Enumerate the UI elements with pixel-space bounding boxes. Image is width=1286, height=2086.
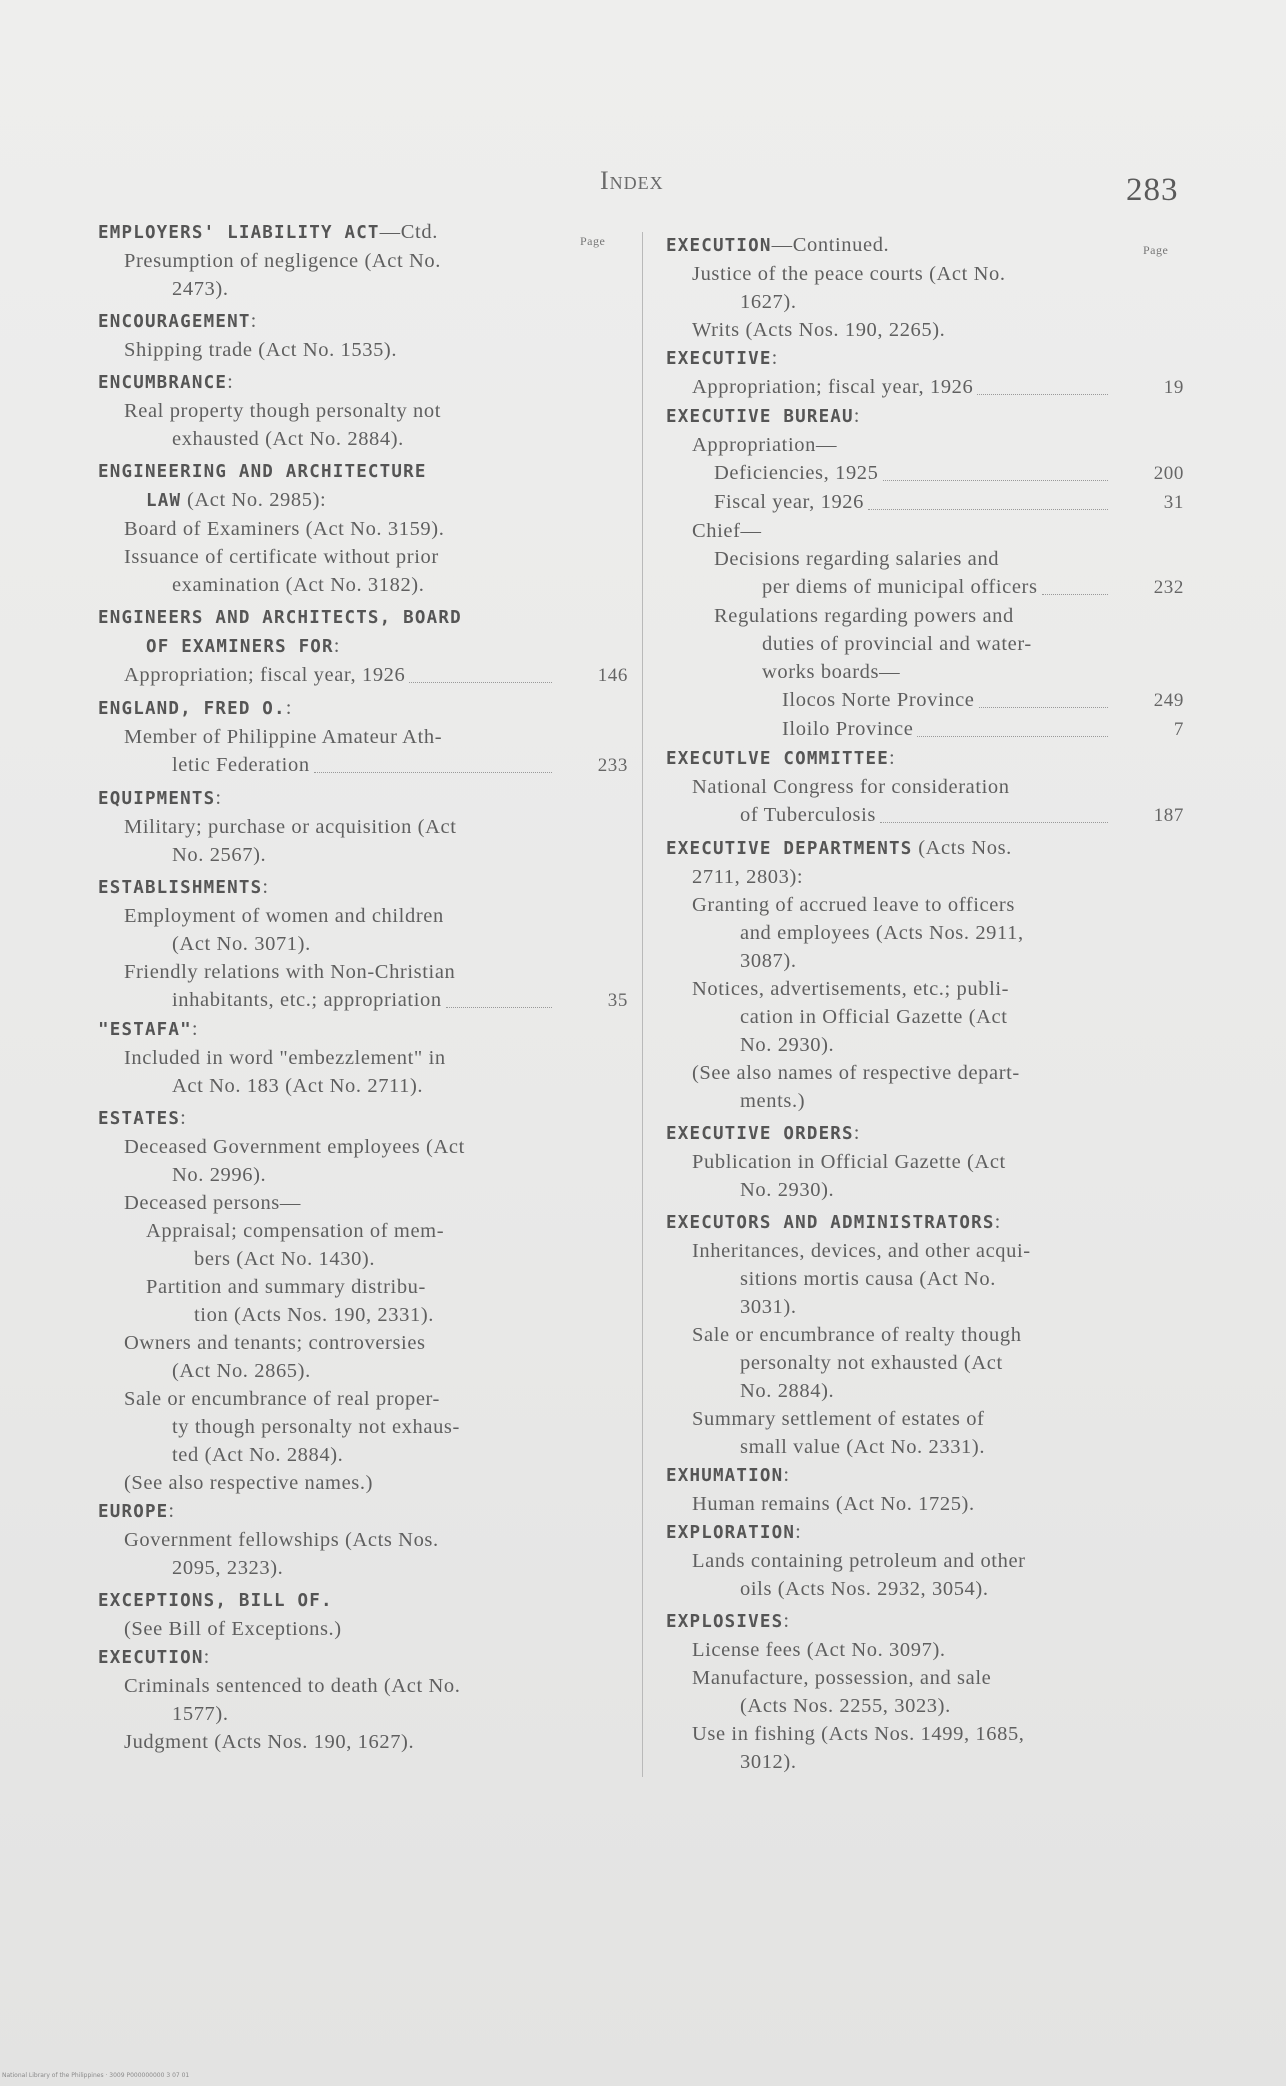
index-entry <box>666 1176 1184 1204</box>
entry-text <box>146 632 340 661</box>
index-entry <box>98 1301 628 1329</box>
heading-term: OF EXAMINERS FOR <box>146 637 334 657</box>
entry-text <box>98 873 269 902</box>
entry-text <box>98 1497 175 1526</box>
entry-text <box>666 744 895 773</box>
index-entry <box>666 686 1184 715</box>
page-reference: 31 <box>1163 492 1184 513</box>
leader-dots <box>883 476 1109 481</box>
index-entry <box>98 1700 628 1728</box>
index-entry <box>98 571 628 599</box>
entry-text: Employment of women and children <box>124 905 444 927</box>
entry-text: examination (Act No. 3182). <box>172 574 425 596</box>
entry-text <box>666 1208 1001 1237</box>
heading-suffix: : <box>783 1464 790 1486</box>
page-title: Index <box>600 166 664 195</box>
page-reference: 232 <box>1153 577 1184 598</box>
entry-text <box>98 307 257 336</box>
entry-text: bers (Act No. 1430). <box>194 1248 376 1270</box>
index-entry <box>666 1321 1184 1349</box>
heading-term: EXECUTLVE COMMITTEE <box>666 749 889 769</box>
index-heading <box>98 218 628 247</box>
entry-text <box>666 344 778 373</box>
entry-text: letic Federation <box>172 754 310 776</box>
index-entry <box>98 751 628 780</box>
index-entry <box>98 1357 628 1385</box>
index-entry <box>98 1615 628 1643</box>
entry-text: Included in word "embezzlement" in <box>124 1047 446 1069</box>
index-entry <box>98 1245 628 1273</box>
heading-suffix: : <box>994 1211 1001 1233</box>
heading-suffix: : <box>783 1610 790 1632</box>
page-reference: 19 <box>1163 377 1184 398</box>
index-entry <box>666 1265 1184 1293</box>
entry-text: ted (Act No. 2884). <box>172 1444 344 1466</box>
index-heading <box>98 1643 628 1672</box>
index-heading <box>98 486 628 515</box>
index-entry <box>666 1148 1184 1176</box>
page-column-label-left: Page <box>580 234 606 248</box>
heading-suffix: —Ctd. <box>379 221 438 243</box>
entry-text: Sale or encumbrance of realty though <box>692 1324 1022 1346</box>
entry-text <box>666 231 889 260</box>
entry-text: Fiscal year, 1926 <box>714 491 864 513</box>
entry-text: Criminals sentenced to death (Act No. <box>124 1675 461 1697</box>
entry-text: (See also names of respective depart- <box>692 1062 1020 1084</box>
index-entry <box>666 975 1184 1003</box>
index-entry <box>666 1405 1184 1433</box>
index-entry <box>98 661 628 690</box>
entry-text: 3087). <box>740 950 797 972</box>
index-entry <box>666 260 1184 288</box>
index-heading <box>98 307 628 336</box>
index-entry <box>666 1293 1184 1321</box>
index-entry <box>666 1490 1184 1518</box>
entry-text: exhausted (Act No. 2884). <box>172 428 404 450</box>
index-entry <box>666 431 1184 459</box>
heading-suffix: : <box>333 635 341 657</box>
page-reference: 146 <box>597 665 628 686</box>
entry-text: tion (Acts Nos. 190, 2331). <box>194 1304 434 1326</box>
entry-text: Real property though personalty not <box>124 400 442 422</box>
heading-term: ENCOURAGEMENT <box>98 312 251 332</box>
index-entry <box>98 930 628 958</box>
entry-text: 1627). <box>740 291 797 313</box>
entry-text <box>98 1015 198 1044</box>
heading-suffix: : <box>191 1018 199 1040</box>
entry-text: cation in Official Gazette (Act <box>740 1006 1008 1028</box>
heading-term: EXCEPTIONS, BILL OF. <box>98 1591 333 1611</box>
entry-text: per diems of municipal officers <box>762 576 1038 598</box>
index-heading <box>98 632 628 661</box>
index-entry <box>98 1133 628 1161</box>
entry-text: Writs (Acts Nos. 190, 2265). <box>692 319 946 341</box>
index-entry <box>666 1349 1184 1377</box>
entry-text <box>98 1586 333 1615</box>
page-reference: 200 <box>1153 463 1184 484</box>
entry-text <box>666 1607 790 1636</box>
heading-term: EXHUMATION <box>666 1466 784 1486</box>
index-entry <box>98 1217 628 1245</box>
heading-suffix: : <box>262 876 269 898</box>
index-entry <box>98 1189 628 1217</box>
index-entry <box>666 288 1184 316</box>
index-entry <box>98 986 628 1015</box>
page-reference: 7 <box>1173 719 1184 740</box>
index-entry <box>98 1672 628 1700</box>
index-heading <box>98 1104 628 1133</box>
index-entry <box>666 658 1184 686</box>
heading-suffix: : <box>227 371 234 393</box>
index-entry <box>666 863 1184 891</box>
leader-dots <box>977 390 1108 395</box>
index-entry <box>98 1161 628 1189</box>
heading-term: EXECUTIVE BUREAU <box>666 407 854 427</box>
heading-term: EUROPE <box>98 1502 169 1522</box>
entry-text: No. 2567). <box>172 844 267 866</box>
index-entry <box>98 841 628 869</box>
index-entry <box>98 397 628 425</box>
entry-text <box>98 218 438 247</box>
entry-text <box>146 486 326 515</box>
index-entry <box>666 1433 1184 1461</box>
index-heading <box>666 1461 1184 1490</box>
index-entry <box>98 1413 628 1441</box>
entry-text: National Congress for consideration <box>692 776 1010 798</box>
heading-term: EQUIPMENTS <box>98 789 216 809</box>
leader-dots <box>446 1003 552 1008</box>
entry-text: 3012). <box>740 1751 797 1773</box>
entry-text: (See also respective names.) <box>124 1472 374 1494</box>
index-entry <box>98 1469 628 1497</box>
column-divider <box>642 232 643 1777</box>
entry-text: (Act No. 3071). <box>172 933 311 955</box>
index-entry <box>666 488 1184 517</box>
entry-text: 2095, 2323). <box>172 1557 284 1579</box>
leader-dots <box>917 732 1108 737</box>
entry-text: Appropriation— <box>692 434 838 456</box>
index-entry <box>666 316 1184 344</box>
index-entry <box>666 1664 1184 1692</box>
heading-term: ESTATES <box>98 1109 181 1129</box>
entry-text: of Tuberculosis <box>740 804 877 826</box>
entry-text: duties of provincial and water- <box>762 633 1032 655</box>
page-reference: 187 <box>1153 805 1184 826</box>
index-heading <box>666 231 1184 260</box>
index-heading <box>666 1518 1184 1547</box>
heading-suffix: : <box>771 347 778 369</box>
page-reference: 35 <box>607 990 628 1011</box>
entry-text: Appropriation; fiscal year, 1926 <box>124 664 406 686</box>
index-heading <box>666 1119 1184 1148</box>
heading-suffix: : <box>215 787 222 809</box>
index-entry <box>666 1547 1184 1575</box>
index-entry <box>666 1720 1184 1748</box>
heading-term: ENGLAND, FRED O. <box>98 699 286 719</box>
entry-text: ty though personalty not exhaus- <box>172 1416 460 1438</box>
entry-text: (Act No. 2865). <box>172 1360 311 1382</box>
index-entry <box>98 1728 628 1756</box>
leader-dots <box>409 678 552 683</box>
index-entry <box>98 1044 628 1072</box>
index-entry <box>666 602 1184 630</box>
index-entry <box>666 947 1184 975</box>
index-entry <box>98 958 628 986</box>
index-entry <box>666 773 1184 801</box>
entry-text: Manufacture, possession, and sale <box>692 1667 992 1689</box>
leader-dots <box>880 818 1108 823</box>
index-entry <box>666 1059 1184 1087</box>
entry-text: Justice of the peace courts (Act No. <box>692 263 1006 285</box>
entry-text: Iloilo Province <box>782 718 914 740</box>
index-heading <box>98 694 628 723</box>
index-entry <box>666 1692 1184 1720</box>
entry-text: Owners and tenants; controversies <box>124 1332 426 1354</box>
heading-suffix: : <box>168 1500 175 1522</box>
entry-text: Regulations regarding powers and <box>714 605 1014 627</box>
entry-text: (See Bill of Exceptions.) <box>124 1618 342 1640</box>
index-heading <box>98 784 628 813</box>
entry-text: 1577). <box>172 1703 229 1725</box>
entry-text: Presumption of negligence (Act No. <box>124 250 442 272</box>
index-entry <box>666 1087 1184 1115</box>
entry-text: No. 2996). <box>172 1164 267 1186</box>
heading-term: ESTABLISHMENTS <box>98 878 263 898</box>
entry-text: Member of Philippine Amateur Ath- <box>124 726 443 748</box>
index-entry <box>666 1237 1184 1265</box>
heading-suffix: : <box>853 1122 861 1144</box>
leader-dots <box>314 768 552 773</box>
heading-term: ENGINEERING AND ARCHITECTURE <box>98 462 427 482</box>
entry-text <box>98 694 292 723</box>
entry-text: Military; purchase or acquisition (Act <box>124 816 457 838</box>
index-entry <box>98 1385 628 1413</box>
leader-dots <box>1042 590 1108 595</box>
index-heading <box>98 603 628 632</box>
page-number: 283 <box>1126 172 1179 208</box>
index-entry <box>666 1003 1184 1031</box>
index-heading <box>666 344 1184 373</box>
entry-text: Notices, advertisements, etc.; publi- <box>692 978 1010 1000</box>
scan-footer: National Library of the Philippines · 3009 P000000000 3 07 01 <box>2 2072 190 2079</box>
index-entry <box>98 1554 628 1582</box>
index-entry <box>98 515 628 543</box>
entry-text: works boards— <box>762 661 901 683</box>
entry-text: Decisions regarding salaries and <box>714 548 1000 570</box>
index-entry <box>98 275 628 303</box>
index-entry <box>666 573 1184 602</box>
index-heading <box>666 402 1184 431</box>
index-entry <box>666 1748 1184 1776</box>
heading-term: EXPLORATION <box>666 1523 796 1543</box>
leader-dots <box>868 505 1108 510</box>
heading-suffix: : <box>203 1646 210 1668</box>
entry-text <box>666 402 860 431</box>
heading-term: EMPLOYERS' LIABILITY ACT <box>98 223 380 243</box>
index-heading <box>666 1208 1184 1237</box>
entry-text: inhabitants, etc.; appropriation <box>172 989 442 1011</box>
heading-suffix: : <box>888 747 896 769</box>
heading-term: LAW <box>146 491 182 511</box>
entry-text: Inheritances, devices, and other acqui- <box>692 1240 1031 1262</box>
entry-text: Summary settlement of estates of <box>692 1408 985 1430</box>
entry-text: and employees (Acts Nos. 2911, <box>740 922 1024 944</box>
entry-text: Sale or encumbrance of real proper- <box>124 1388 440 1410</box>
index-entry <box>666 1575 1184 1603</box>
heading-suffix: : <box>853 405 861 427</box>
entry-text: Appropriation; fiscal year, 1926 <box>692 376 974 398</box>
heading-term: EXECUTION <box>98 1648 204 1668</box>
index-entry <box>666 715 1184 744</box>
index-heading <box>98 1015 628 1044</box>
entry-text: Board of Examiners (Act No. 3159). <box>124 518 445 540</box>
index-entry <box>666 545 1184 573</box>
index-entry <box>666 919 1184 947</box>
index-entry <box>98 1526 628 1554</box>
index-entry <box>98 1072 628 1100</box>
entry-text <box>98 1643 210 1672</box>
entry-text <box>98 784 222 813</box>
entry-text: Granting of accrued leave to officers <box>692 894 1015 916</box>
entry-text: No. 2884). <box>740 1380 835 1402</box>
index-entry <box>98 336 628 364</box>
index-entry <box>666 891 1184 919</box>
entry-text: Deceased Government employees (Act <box>124 1136 465 1158</box>
page-reference: 233 <box>597 755 628 776</box>
entry-text: Publication in Official Gazette (Act <box>692 1151 1006 1173</box>
index-heading <box>666 744 1184 773</box>
entry-text: oils (Acts Nos. 2932, 3054). <box>740 1578 989 1600</box>
entry-text: Government fellowships (Acts Nos. <box>124 1529 439 1551</box>
entry-text: No. 2930). <box>740 1179 835 1201</box>
index-entry <box>666 1636 1184 1664</box>
index-entry <box>666 459 1184 488</box>
index-heading <box>98 873 628 902</box>
heading-suffix: : <box>795 1521 802 1543</box>
heading-term: EXPLOSIVES <box>666 1612 784 1632</box>
index-entry <box>666 1377 1184 1405</box>
index-entry <box>98 813 628 841</box>
entry-text: Human remains (Act No. 1725). <box>692 1493 975 1515</box>
entry-text: Lands containing petroleum and other <box>692 1550 1026 1572</box>
index-entry <box>98 1329 628 1357</box>
heading-suffix: (Act No. 2985): <box>181 489 327 511</box>
entry-text <box>98 1104 186 1133</box>
heading-term: "ESTAFA" <box>98 1020 192 1040</box>
index-column-right <box>666 231 1184 1776</box>
heading-suffix: : <box>180 1107 187 1129</box>
index-entry <box>98 247 628 275</box>
entry-text: Deceased persons— <box>124 1192 301 1214</box>
entry-text: small value (Act No. 2331). <box>740 1436 986 1458</box>
entry-text <box>666 834 1012 863</box>
index-entry <box>666 801 1184 830</box>
index-entry <box>98 1273 628 1301</box>
index-entry <box>666 1031 1184 1059</box>
index-entry <box>666 517 1184 545</box>
entry-text: Appraisal; compensation of mem- <box>146 1220 445 1242</box>
entry-text <box>98 603 462 632</box>
index-entry <box>666 373 1184 402</box>
index-entry <box>98 723 628 751</box>
entry-text <box>98 457 427 486</box>
index-column-left <box>98 218 628 1756</box>
heading-suffix: : <box>250 310 257 332</box>
heading-term: ENGINEERS AND ARCHITECTS, BOARD <box>98 608 462 628</box>
heading-term: EXECUTIVE <box>666 349 772 369</box>
entry-text: (Acts Nos. 2255, 3023). <box>740 1695 951 1717</box>
heading-term: ENCUMBRANCE <box>98 373 228 393</box>
entry-text: 3031). <box>740 1296 797 1318</box>
heading-suffix: —Continued. <box>771 234 890 256</box>
heading-suffix: : <box>285 697 293 719</box>
entry-text: ments.) <box>740 1090 806 1112</box>
index-entry <box>98 902 628 930</box>
entry-text <box>666 1518 801 1547</box>
entry-text: 2711, 2803): <box>692 866 804 888</box>
entry-text: Chief— <box>692 520 762 542</box>
entry-text: Friendly relations with Non-Christian <box>124 961 456 983</box>
entry-text: Use in fishing (Acts Nos. 1499, 1685, <box>692 1723 1025 1745</box>
entry-text: Issuance of certificate without prior <box>124 546 439 568</box>
entry-text: sitions mortis causa (Act No. <box>740 1268 996 1290</box>
entry-text: Ilocos Norte Province <box>782 689 975 711</box>
heading-term: EXECUTION <box>666 236 772 256</box>
index-entry <box>98 543 628 571</box>
index-heading <box>666 1607 1184 1636</box>
entry-text <box>666 1119 860 1148</box>
heading-term: EXECUTIVE DEPARTMENTS <box>666 839 913 859</box>
index-entry <box>98 1441 628 1469</box>
entry-text: 2473). <box>172 278 229 300</box>
entry-text: Partition and summary distribu- <box>146 1276 426 1298</box>
entry-text: personalty not exhausted (Act <box>740 1352 1003 1374</box>
index-entry <box>98 425 628 453</box>
index-heading <box>666 834 1184 863</box>
entry-text: Shipping trade (Act No. 1535). <box>124 339 398 361</box>
leader-dots <box>979 703 1109 708</box>
heading-term: EXECUTIVE ORDERS <box>666 1124 854 1144</box>
page-column-label-right: Page <box>1143 243 1169 257</box>
heading-suffix: (Acts Nos. <box>912 837 1012 859</box>
page-reference: 249 <box>1153 690 1184 711</box>
entry-text: License fees (Act No. 3097). <box>692 1639 946 1661</box>
index-heading <box>98 368 628 397</box>
entry-text: Judgment (Acts Nos. 190, 1627). <box>124 1731 415 1753</box>
index-entry <box>666 630 1184 658</box>
index-heading <box>98 1586 628 1615</box>
entry-text <box>98 368 233 397</box>
entry-text: No. 2930). <box>740 1034 835 1056</box>
heading-term: EXECUTORS AND ADMINISTRATORS <box>666 1213 995 1233</box>
entry-text: Deficiencies, 1925 <box>714 462 879 484</box>
index-heading <box>98 1497 628 1526</box>
index-heading <box>98 457 628 486</box>
entry-text: Act No. 183 (Act No. 2711). <box>172 1075 424 1097</box>
entry-text <box>666 1461 790 1490</box>
